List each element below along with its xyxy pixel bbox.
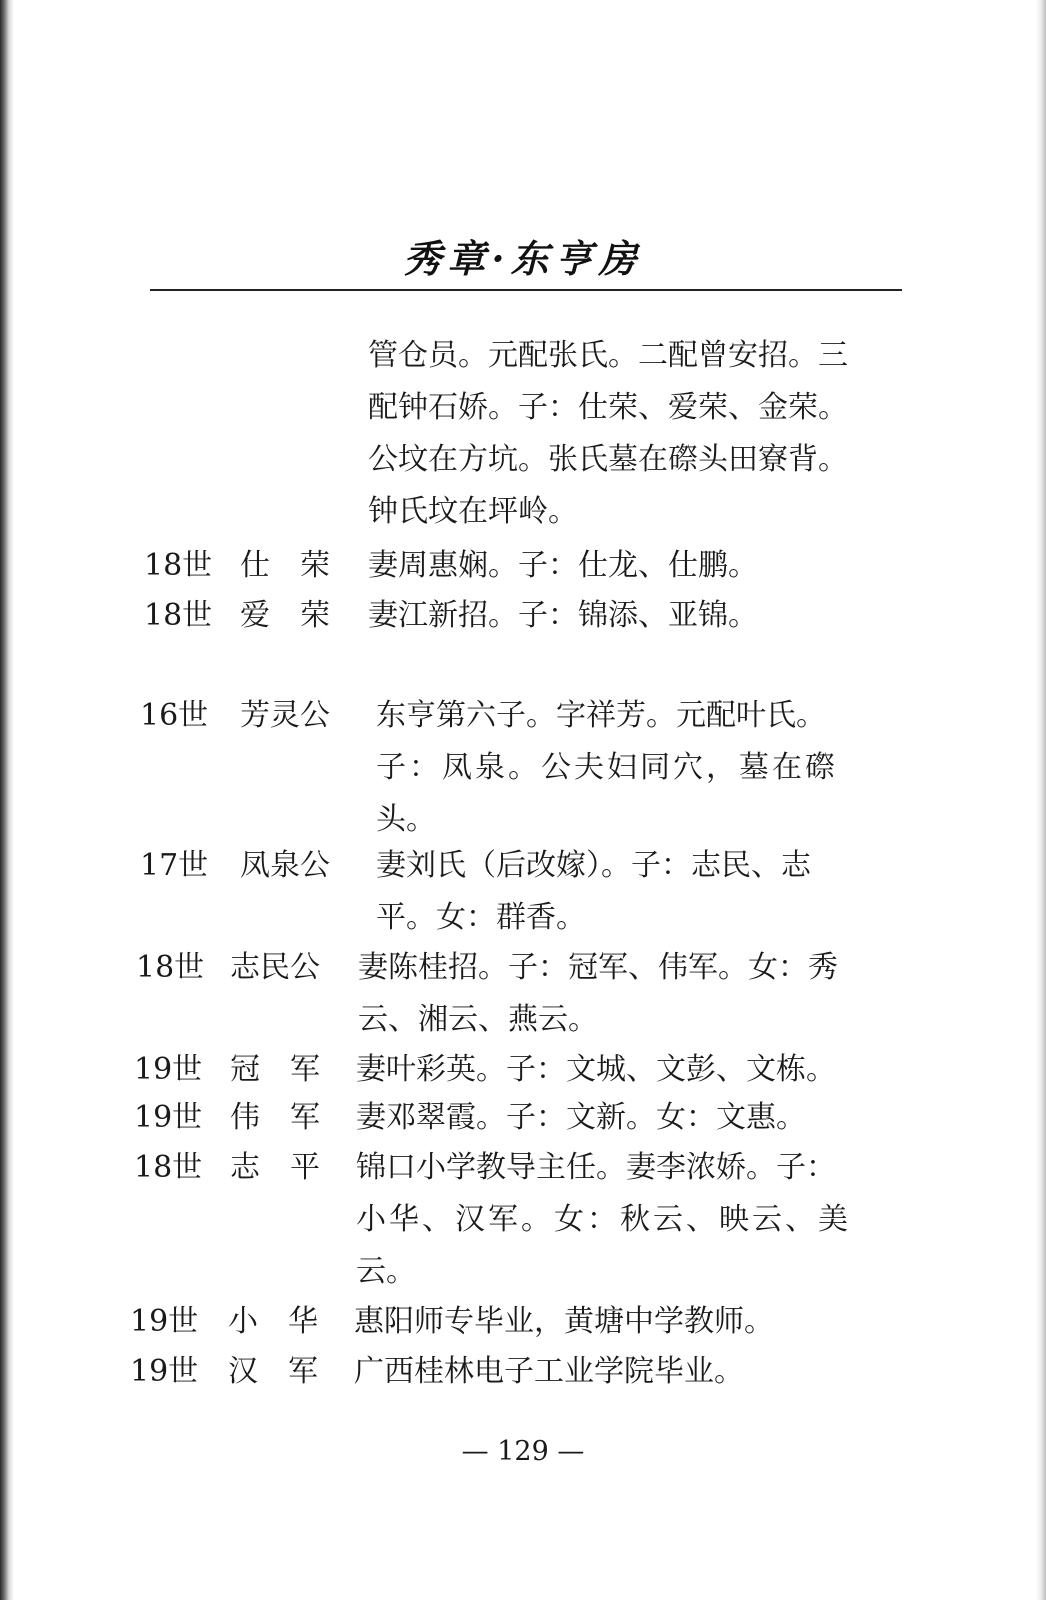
header-rule — [150, 289, 902, 291]
generation-label: 16世 — [140, 698, 209, 733]
entry-text-line: 小华、汉军。女：秋云、映云、美 — [356, 1202, 851, 1237]
generation-label: 19世 — [134, 1100, 203, 1135]
entry-text-line: 妻叶彩英。子：文城、文彭、文栋。 — [356, 1052, 836, 1087]
generation-label: 19世 — [130, 1304, 199, 1339]
person-name: 芳灵公 — [240, 698, 330, 733]
person-name: 凤泉公 — [240, 848, 330, 883]
page-header-title: 秀章·东亨房 — [403, 236, 643, 281]
page-number: — 129 — — [461, 1436, 585, 1467]
person-name: 小华 — [228, 1304, 348, 1339]
entry-text-line: 妻刘氏（后改嫁）。子：志民、志 — [376, 848, 811, 883]
person-name: 伟军 — [230, 1100, 350, 1135]
generation-label: 17世 — [140, 848, 209, 883]
generation-label: 19世 — [130, 1354, 199, 1389]
entry-text-line: 云、湘云、燕云。 — [358, 1002, 598, 1037]
entry-text-line: 平。女：群香。 — [376, 900, 586, 935]
entry-text-line: 东亨第六子。字祥芳。元配叶氏。 — [376, 698, 826, 733]
entry-text-line: 头。 — [376, 802, 436, 837]
entry-text-line: 妻江新招。子：锦添、亚锦。 — [368, 598, 758, 633]
person-name: 爱荣 — [240, 598, 360, 633]
entry-text-line: 云。 — [356, 1254, 416, 1289]
person-name: 志平 — [230, 1150, 350, 1185]
entry-text-line: 子：凤泉。公夫妇同穴，墓在磜 — [376, 750, 838, 785]
entry-text-line: 锦口小学教导主任。妻李浓娇。子： — [356, 1150, 836, 1185]
person-name: 仕荣 — [240, 548, 360, 583]
person-name: 汉军 — [228, 1354, 348, 1389]
entry-text-line: 妻陈桂招。子：冠军、伟军。女：秀 — [358, 950, 838, 985]
person-name: 志民公 — [230, 950, 320, 985]
entry-text-line: 广西桂林电子工业学院毕业。 — [354, 1354, 744, 1389]
generation-label: 19世 — [134, 1052, 203, 1087]
generation-label: 18世 — [136, 950, 205, 985]
entry-text-line: 妻周惠娴。子：仕龙、仕鹏。 — [368, 548, 758, 583]
person-name: 冠军 — [230, 1052, 350, 1087]
entry-text-line: 惠阳师专毕业，黄塘中学教师。 — [354, 1304, 774, 1339]
entry-text-line: 管仓员。元配张氏。二配曾安招。三 — [368, 338, 848, 373]
entry-text-line: 配钟石娇。子：仕荣、爱荣、金荣。 — [368, 390, 848, 425]
generation-label: 18世 — [144, 548, 213, 583]
entry-text-line: 公坟在方坑。张氏墓在磜头田寮背。 — [368, 442, 848, 477]
entry-text-line: 钟氏坟在坪岭。 — [368, 494, 578, 529]
generation-label: 18世 — [134, 1150, 203, 1185]
generation-label: 18世 — [144, 598, 213, 633]
entry-text-line: 妻邓翠霞。子：文新。女：文惠。 — [356, 1100, 806, 1135]
